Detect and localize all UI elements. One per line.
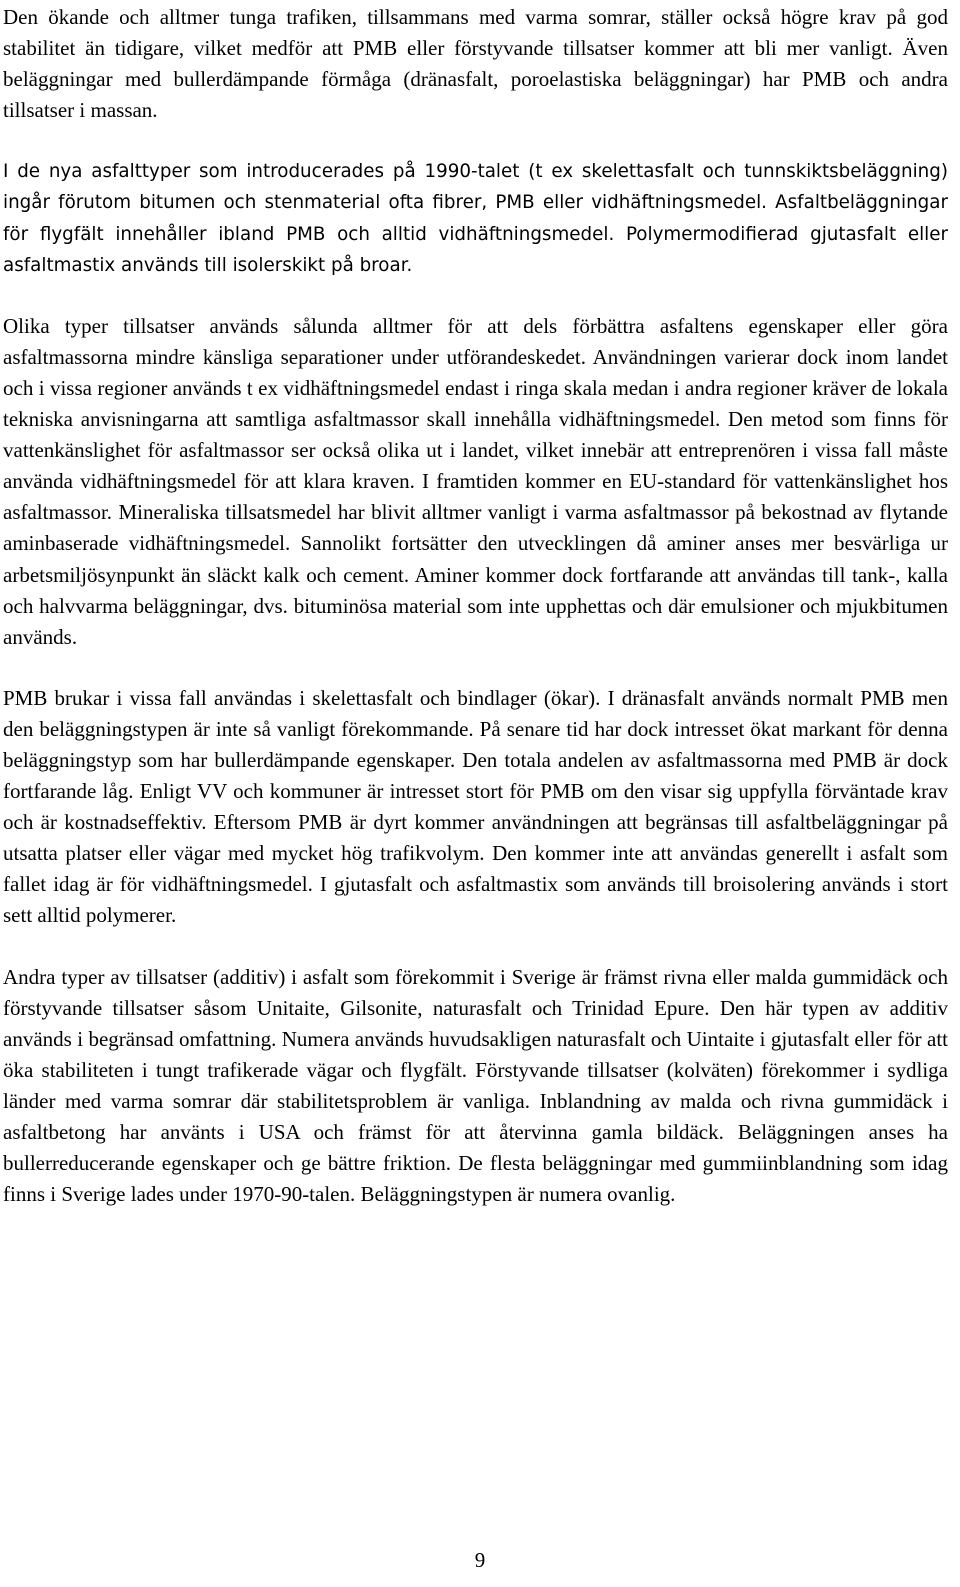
paragraph-2: I de nya asfalttyper som introducerades på 1990-talet (t ex skelettasfalt och tunnskiktsbeläggning) ingår förutom bitumen och stenmaterial ofta fibrer, PMB eller vidhäftningsmedel. Asfaltbeläggningar för flygfält innehåller ibland PMB och alltid vidhäftningsmedel. Polymermodifierad gjutasfalt eller asfaltmastix används till isolerskikt på broar. bbox=[3, 161, 948, 276]
page-number: 9 bbox=[474, 1548, 486, 1572]
paragraph-4: PMB brukar i vissa fall användas i skelettasfalt och bindlager (ökar). I dränasfalt används normalt PMB men den beläggningstypen är inte så vanligt förekommande. På senare tid har dock intresset ökat markant för denna beläggningstyp som har bullerdämpande egenskaper. Den totala andelen av asfaltmassorna med PMB är dock fortfarande låg. Enligt VV och kommuner är intresset stort för PMB om den visar sig uppfylla förväntade krav och är kostnadseffektiv. Eftersom PMB är dyrt kommer användningen att begränsas till asfaltbeläggningar på utsatta platser eller vägar med mycket hög trafikvolym. Den kommer inte att användas generellt i asfalt som fallet idag är för vidhäftningsmedel. I gjutasfalt och asfaltmastix som används till broisolering används i stort sett alltid polymerer. bbox=[3, 685, 948, 928]
paragraph-3: Olika typer tillsatser används sålunda alltmer för att dels förbättra asfaltens egenskaper eller göra asfaltmassorna mindre känsliga separationer under utförandeskedet. Användningen varierar dock inom landet och i vissa regioner används t ex vidhäftningsmedel endast i ringa skala medan i andra regioner kräver de lokala tekniska anvisningarna att samtliga asfaltmassor skall innehålla vidhäftningsmedel. Den metod som finns för vattenkänslighet för asfaltmassor ser också olika ut i landet, vilket innebär att entreprenören i vissa fall måste använda vidhäftningsmedel för att klara kraven. I framtiden kommer en EU-standard för vattenkänslighet hos asfaltmassor. Mineraliska tillsatsmedel har blivit alltmer vanligt i varma asfaltmassor på bekostnad av flytande aminbaserade vidhäftningsmedel. Sannolikt fortsätter den utvecklingen då aminer anses mer besvärliga ur arbetsmiljösynpunkt än släckt kalk och cement. Aminer kommer dock fortfarande att användas till tank-, kalla och halvvarma beläggningar, dvs. bituminösa material som inte upphettas och där emulsioner och mjukbitumen används. bbox=[3, 313, 948, 649]
document-body bbox=[3, 2, 948, 1240]
paragraph-1: Den ökande och alltmer tunga trafiken, tillsammans med varma somrar, ställer också högre krav på god stabilitet än tidigare, vilket medför att PMB eller förstyvande tillsatser kommer att bli mer vanligt. Även beläggningar med bullerdämpande förmåga (dränasfalt, poroelastiska beläggningar) har PMB och andra tillsatser i massan. bbox=[3, 5, 948, 123]
paragraph-5: Andra typer av tillsatser (additiv) i asfalt som förekommit i Sverige är främst rivna eller malda gummidäck och förstyvande tillsatser såsom Unitaite, Gilsonite, naturasfalt och Trinidad Epure. Den här typen av additiv används i begränsad omfattning. Numera används huvudsakligen naturasfalt och Uintaite i gjutasfalt eller för att öka stabiliteten i tungt trafikerade vägar och flygfält. Förstyvande tillsatser (kolväten) förekommer i sydliga länder med varma somrar där stabilitetsproblem är vanliga. Inblandning av malda och rivna gummidäck i asfaltbetong har använts i USA och främst för att återvinna gamla bildäck. Beläggningen anses ha bullerreducerande egenskaper och ge bättre friktion. De flesta beläggningar med gummiinblandning som idag finns i Sverige lades under 1970-90-talen. Beläggningstypen är numera ovanlig. bbox=[3, 964, 948, 1207]
